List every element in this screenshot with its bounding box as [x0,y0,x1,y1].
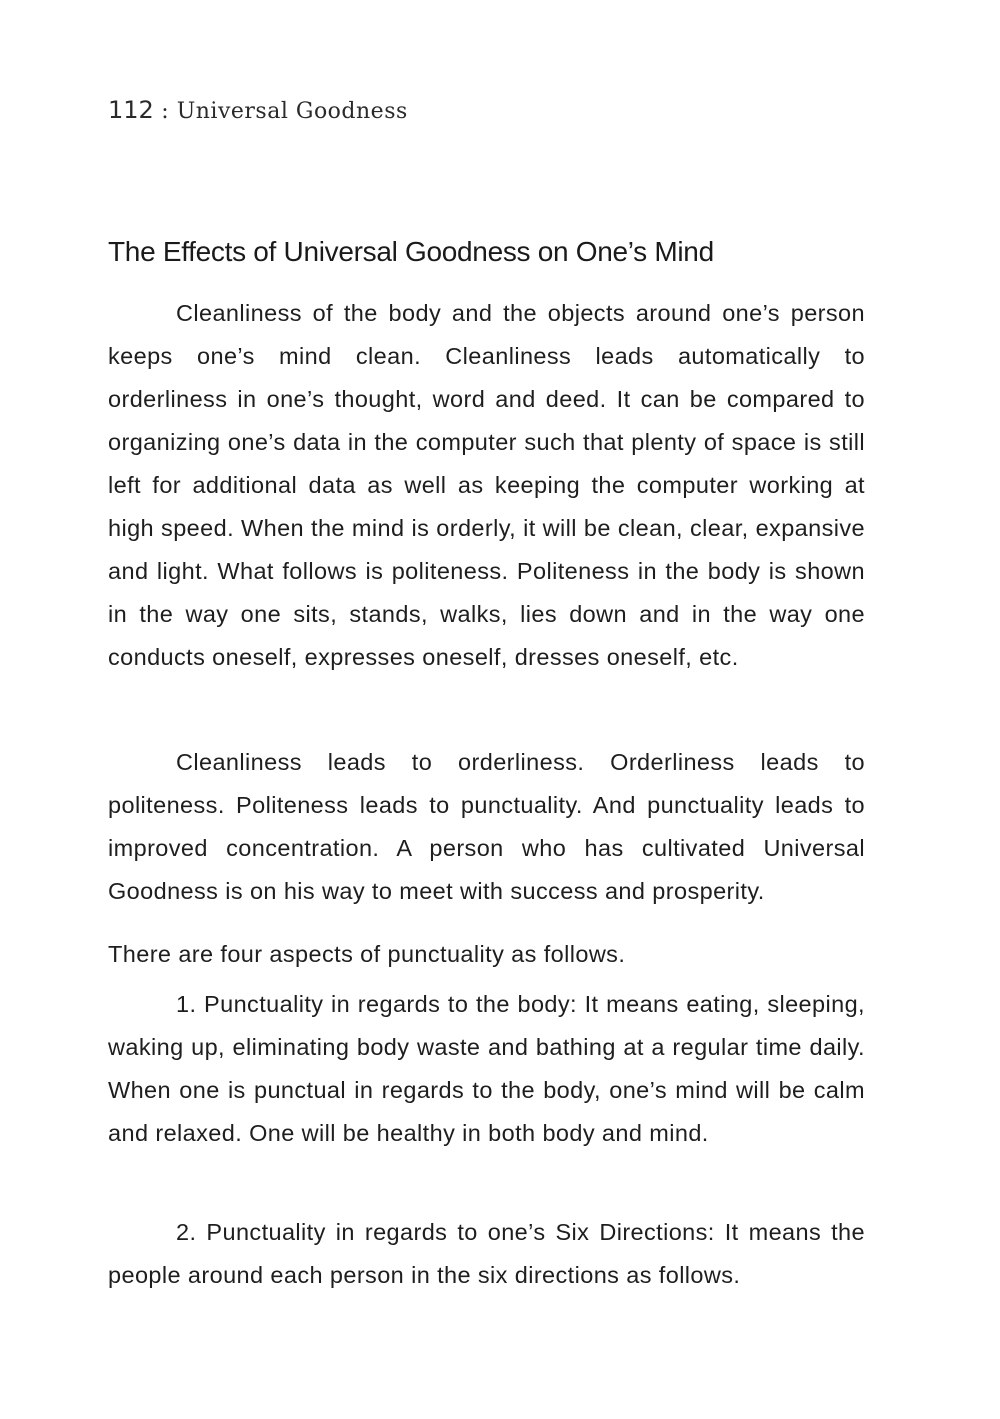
running-head-title: Universal Goodness [176,99,408,124]
running-head [108,96,408,124]
list-item-punctuality-six-directions: 2. Punctuality in regards to one’s Six Directions: It means the people around each person in the six directions as follows. [108,1219,865,1288]
running-head-separator: : [153,99,177,124]
list-item-punctuality-body: 1. Punctuality in regards to the body: It means eating, sleeping, waking up, eliminating body waste and bathing at a regular time daily. When one is punctual in regards to the body, one’s mind will be calm and relaxed. One will be healthy in both body and mind. [108,991,865,1146]
paragraph-aspects-intro: There are four aspects of punctuality as follows. [108,941,626,967]
page-number: 112 [108,96,154,124]
section-heading: The Effects of Universal Goodness on One’s Mind [108,236,714,267]
paragraph-sequence: Cleanliness leads to orderliness. Orderliness leads to politeness. Politeness leads to punctuality. And punctuality leads to improved concentration. A person who has cultivated Universal Goodness is on his way to meet with success and prosperity. [108,749,865,904]
paragraph-cleanliness: Cleanliness of the body and the objects around one’s person keeps one’s mind clean. Cleanliness leads automatically to orderliness in one’s thought, word and deed. It can be compared to organizing one’s data in the computer such that plenty of space is still left for additional data as well as keeping the computer working at high speed. When the mind is orderly, it will be clean, clear, expansive and light. What follows is politeness. Politeness in the body is shown in the way one sits, stands, walks, lies down and in the way one conducts oneself, expresses oneself, dresses oneself, etc. [108,300,865,670]
